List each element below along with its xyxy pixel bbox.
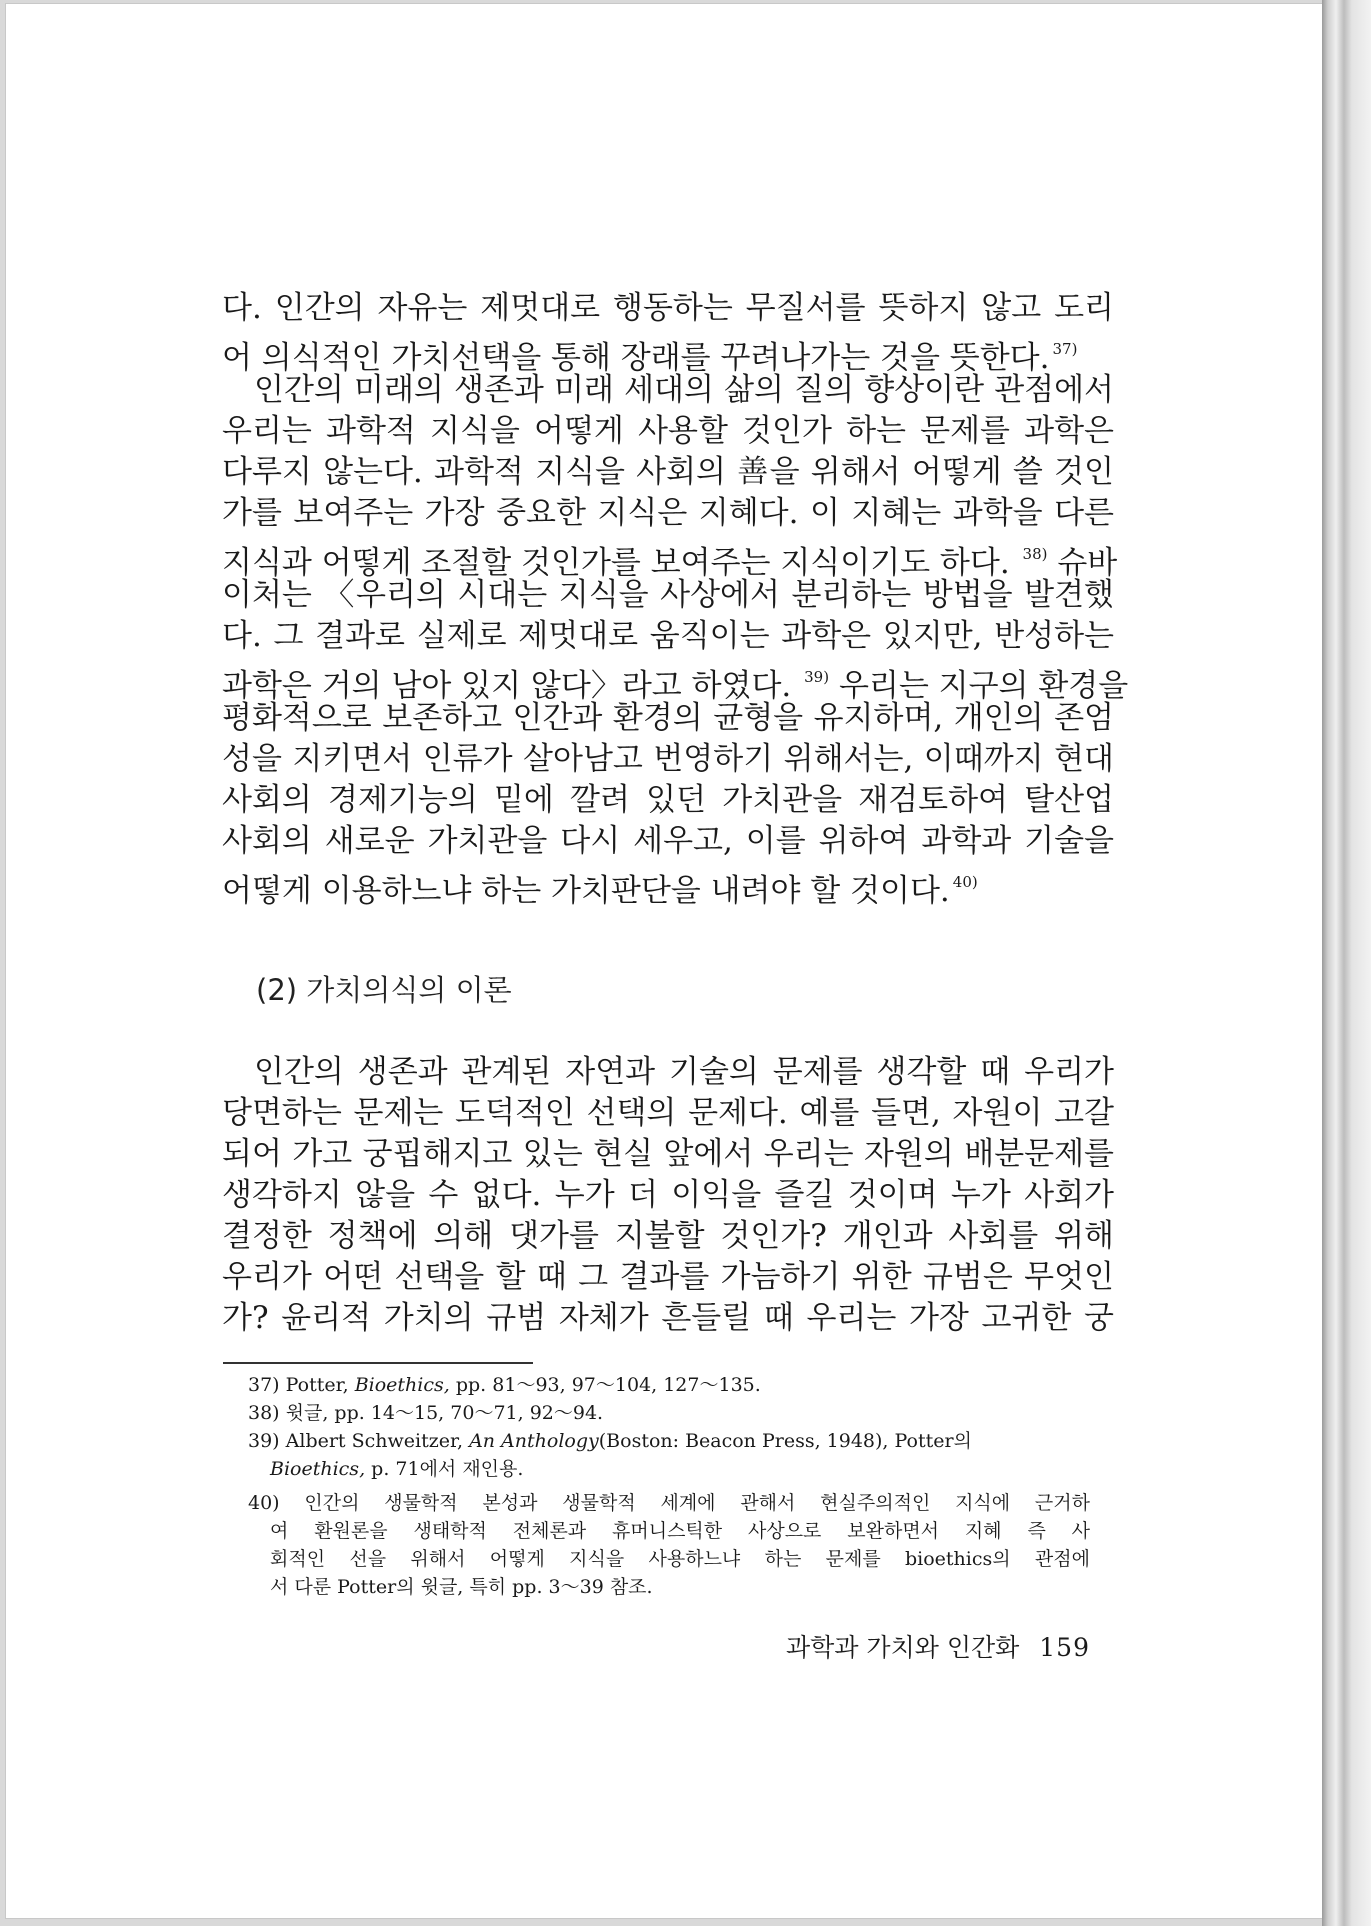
body-line: 당면하는 문제는 도덕적인 선택의 문제다. 예를 들면, 자원이 고갈 [222,1095,1114,1131]
footnote-37: 37) Potter, Bioethics, pp. 81～93, 97～104, 127～135. [248,1374,761,1396]
body-line: 되어 가고 궁핍해지고 있는 현실 앞에서 우리는 자원의 배분문제를 [222,1136,1114,1172]
note-ref: 39) [804,668,830,686]
body-line: 인간의 생존과 관계된 자연과 기술의 문제를 생각할 때 우리가 [254,1054,1114,1090]
body-line: 우리가 어떤 선택을 할 때 그 결과를 가늠하기 위한 규범은 무엇인 [222,1259,1114,1295]
body-line: 가를 보여주는 가장 중요한 지식은 지혜다. 이 지혜는 과학을 다른 [222,495,1114,531]
body-line: 다루지 않는다. 과학적 지식을 사회의 善을 위해서 어떻게 쓸 것인 [222,454,1114,490]
footnote-40-cont: 여 환원론을 생태학적 전체론과 휴머니스틱한 사상으로 보완하면서 지혜 즉 사 [270,1520,1090,1542]
footnote-38: 38) 윗글, pp. 14～15, 70～71, 92～94. [248,1402,604,1424]
body-line: 과학은 거의 남아 있지 않다〉라고 하였다. $^{39)}$ 우리는 지구의 환경을 [222,668,1129,704]
body-line: 지식과 어떻게 조절할 것인가를 보여주는 지식이기도 하다. $^{38)}$ 슈바 [222,545,1118,581]
body-line: 어 의식적인 가치선택을 통해 장래를 꾸려나가는 것을 뜻한다. $^{37)}$ [222,340,1078,376]
running-title: 과학과 가치와 인간화 [786,1633,1020,1662]
body-line: 생각하지 않을 수 없다. 누가 더 이익을 즐길 것이며 누가 사회가 [222,1177,1114,1213]
body-line: 결정한 정책에 의해 댓가를 지불할 것인가? 개인과 사회를 위해 [222,1218,1114,1254]
body-line: 가? 윤리적 가치의 규범 자체가 흔들릴 때 우리는 가장 고귀한 궁 [222,1300,1114,1336]
body-line: 사회의 경제기능의 밑에 깔려 있던 가치관을 재검토하여 탈산업 [222,782,1114,818]
body-line: 성을 지키면서 인류가 살아남고 번영하기 위해서는, 이때까지 현대 [222,741,1114,777]
note-ref: 40) [952,873,978,891]
note-ref: 37) [1052,340,1078,358]
body-line: 다. 인간의 자유는 제멋대로 행동하는 무질서를 뜻하지 않고 도리 [222,290,1114,326]
body-line: 평화적으로 보존하고 인간과 환경의 균형을 유지하며, 개인의 존엄 [222,700,1114,736]
page-number: 159 [1039,1633,1090,1662]
body-line: 우리는 과학적 지식을 어떻게 사용할 것인가 하는 문제를 과학은 [222,413,1114,449]
body-line: 이처는 〈우리의 시대는 지식을 사상에서 분리하는 방법을 발견했 [222,577,1114,613]
footnote-40: 40) 인간의 생물학적 본성과 생물학적 세계에 관해서 현실주의적인 지식에 근거하 [248,1492,1090,1514]
footnote-40-cont: 서 다룬 Potter의 윗글, 특히 pp. 3～39 참조. [270,1576,653,1598]
section-heading: (2) 가치의식의 이론 [256,973,512,1007]
footnote-40-cont: 회적인 선을 위해서 어떻게 지식을 사용하느냐 하는 문제를 bioethics의 관점에 [270,1548,1090,1570]
page-edge-shadow [1322,0,1371,1926]
footnote-39-cont: Bioethics, p. 71에서 재인용. [270,1458,524,1480]
body-line: 어떻게 이용하느냐 하는 가치판단을 내려야 할 것이다. $^{40)}$ [222,873,978,909]
body-line: 사회의 새로운 가치관을 다시 세우고, 이를 위하여 과학과 기술을 [222,823,1114,859]
page-footer [730,1628,1090,1664]
note-ref: 38) [1022,545,1048,563]
footnote-rule [223,1362,533,1364]
footnote-39: 39) Albert Schweitzer, An Anthology(Boston: Beacon Press, 1948), Potter의 [248,1430,972,1452]
body-line: 인간의 미래의 생존과 미래 세대의 삶의 질의 향상이란 관점에서 [254,372,1114,408]
body-line: 다. 그 결과로 실제로 제멋대로 움직이는 과학은 있지만, 반성하는 [222,618,1114,654]
